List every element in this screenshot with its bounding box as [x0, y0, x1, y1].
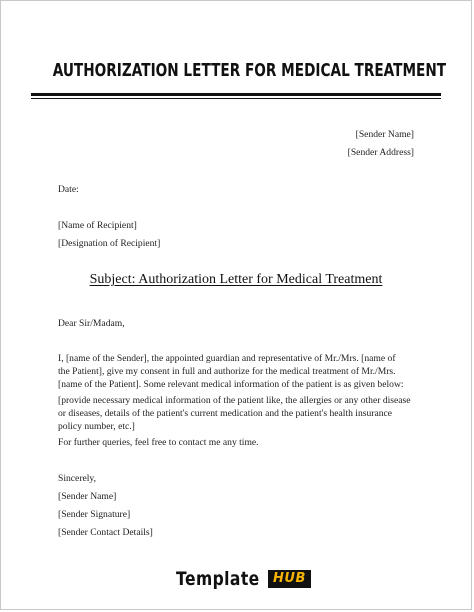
- body-paragraph-2: [58, 394, 428, 433]
- body-p1-line: I, [name of the Sender], the appointed guardian and representative of Mr./Mrs. [name of: [58, 353, 396, 364]
- recipient-designation: [Designation of Recipient]: [58, 238, 161, 249]
- body-p2-line: [provide necessary medical information of the patient like, the allergies or any other disease: [58, 395, 411, 406]
- document-title: AUTHORIZATION LETTER FOR MEDICAL TREATMENT: [52, 61, 447, 81]
- body-p1-line: the Patient], give my consent in full and authorize for the medical treatment of Mr./Mrs.: [58, 366, 396, 377]
- body-paragraph-1: [58, 352, 428, 391]
- logo-hub-badge: HUB: [268, 570, 311, 588]
- date-label: Date:: [58, 184, 79, 195]
- templatehub-logo: [176, 568, 311, 590]
- closing-sender-name: [Sender Name]: [58, 491, 117, 502]
- body-paragraph-3: For further queries, feel free to contact me any time.: [58, 437, 259, 448]
- title-rule-thin: [31, 98, 441, 99]
- subject-line: Subject: Authorization Letter for Medical Treatment: [89, 272, 383, 287]
- body-p2-line: policy number, etc.]: [58, 421, 135, 432]
- sender-address: [Sender Address]: [347, 147, 414, 158]
- body-p2-line: or diseases, details of the patient's current medication and the patient's health insurance: [58, 408, 393, 419]
- recipient-name: [Name of Recipient]: [58, 220, 137, 231]
- sender-name-top: [Sender Name]: [355, 129, 414, 140]
- logo-wordmark: Template: [176, 568, 260, 590]
- title-rule-thick: [31, 93, 441, 96]
- closing-sender-contact: [Sender Contact Details]: [58, 527, 153, 538]
- closing-sender-signature: [Sender Signature]: [58, 509, 131, 520]
- sign-off: Sincerely,: [58, 473, 97, 484]
- salutation: Dear Sir/Madam,: [58, 318, 125, 329]
- body-p1-line: [name of the Patient]. Some relevant medical information of the patient is as given below:: [58, 379, 404, 390]
